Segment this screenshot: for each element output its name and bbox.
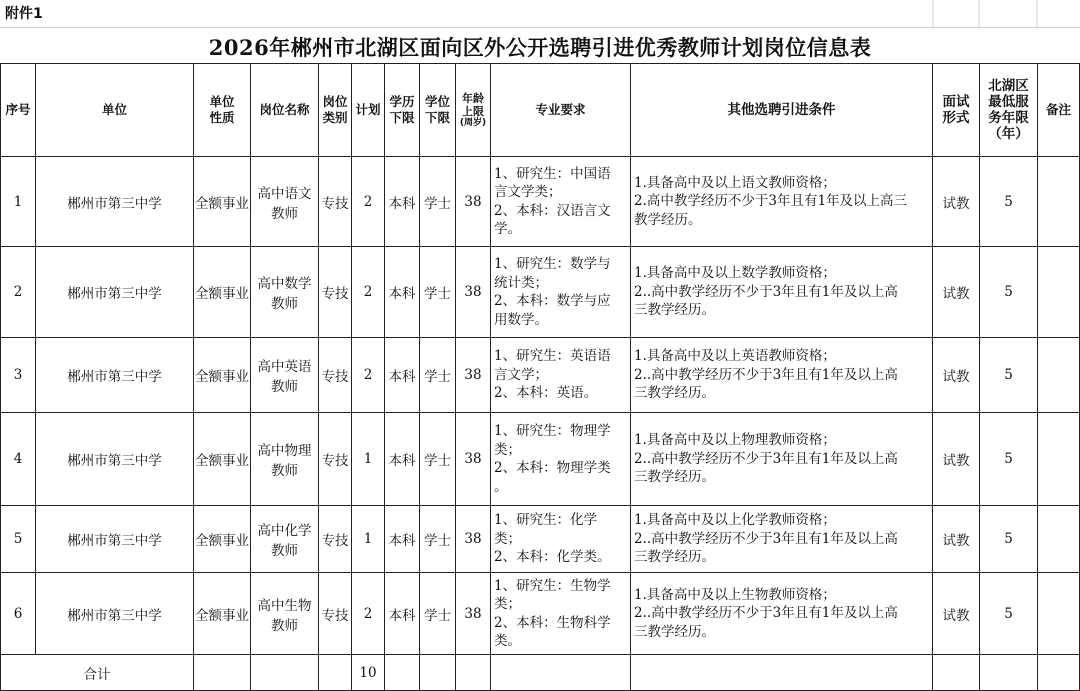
cell-degree: 学士 <box>420 157 456 247</box>
attachment-label: 附件1 <box>5 6 43 22</box>
total-plan: 10 <box>352 655 385 691</box>
total-cell <box>980 655 1038 691</box>
cell-conditions: 1.具备高中及以上英语教师资格； 2..高中教学经历不少于3年且有1年及以上高 三教学经历。 <box>631 338 933 413</box>
cell-remark <box>1038 413 1080 506</box>
cell-seq: 6 <box>1 573 36 655</box>
cell-unit: 郴州市第三中学 <box>36 157 194 247</box>
table-row <box>1 506 1080 573</box>
header-remarks: 备注 <box>1038 64 1080 157</box>
cell-position-name: 高中语文 教师 <box>251 157 319 247</box>
cell-education: 本科 <box>385 338 420 413</box>
header-position-name: 岗位名称 <box>251 64 319 157</box>
cell-degree: 学士 <box>420 573 456 655</box>
cell-major: 1、研究生：化学 类； 2、本科：化学类。 <box>491 506 631 573</box>
header-education-min: 学历 下限 <box>385 64 420 157</box>
cell-service-years: 5 <box>980 506 1038 573</box>
cell-unit-type: 全额事业 <box>194 247 251 338</box>
cell-position-category: 专技 <box>319 338 352 413</box>
cell-conditions: 1.具备高中及以上数学教师资格； 2..高中教学经历不少于3年且有1年及以上高 三教学经历。 <box>631 247 933 338</box>
total-cell <box>1038 655 1080 691</box>
header-row <box>1 64 1080 157</box>
cell-plan: 1 <box>352 506 385 573</box>
cell-unit: 郴州市第三中学 <box>36 247 194 338</box>
cell-plan: 2 <box>352 157 385 247</box>
cell-remark <box>1038 247 1080 338</box>
cell-position-name: 高中生物 教师 <box>251 573 319 655</box>
header-service-years: 北湖区 最低服 务年限 （年） <box>980 64 1038 157</box>
cell-major: 1、研究生：数学与 统计类； 2、本科：数学与应 用数学。 <box>491 247 631 338</box>
cell-conditions: 1.具备高中及以上物理教师资格； 2..高中教学经历不少于3年且有1年及以上高 三教学经历。 <box>631 413 933 506</box>
total-cell <box>251 655 319 691</box>
header-unit-type: 单位 性质 <box>194 64 251 157</box>
header-other-conditions: 其他选聘引进条件 <box>631 64 933 157</box>
cell-service-years: 5 <box>980 157 1038 247</box>
cell-unit: 郴州市第三中学 <box>36 573 194 655</box>
cell-unit: 郴州市第三中学 <box>36 506 194 573</box>
cell-unit-type: 全额事业 <box>194 506 251 573</box>
cell-major: 1、研究生：物理学 类； 2、本科：物理学类 。 <box>491 413 631 506</box>
cell-interview: 试教 <box>933 157 980 247</box>
position-info-table <box>0 63 1080 691</box>
cell-unit: 郴州市第三中学 <box>36 413 194 506</box>
cell-education: 本科 <box>385 247 420 338</box>
cell-position-category: 专技 <box>319 157 352 247</box>
cell-conditions: 1.具备高中及以上化学教师资格； 2..高中教学经历不少于3年且有1年及以上高 三教学经历。 <box>631 506 933 573</box>
header-seq: 序号 <box>1 64 36 157</box>
header-unit: 单位 <box>36 64 194 157</box>
cell-education: 本科 <box>385 573 420 655</box>
total-cell <box>933 655 980 691</box>
cell-unit-type: 全额事业 <box>194 573 251 655</box>
cell-education: 本科 <box>385 506 420 573</box>
band-gridlines <box>0 0 1080 27</box>
cell-seq: 1 <box>1 157 36 247</box>
cell-age: 38 <box>456 157 491 247</box>
cell-conditions: 1.具备高中及以上生物教师资格； 2..高中教学经历不少于3年且有1年及以上高 三教学经历。 <box>631 573 933 655</box>
total-cell <box>456 655 491 691</box>
cell-age: 38 <box>456 506 491 573</box>
cell-position-category: 专技 <box>319 573 352 655</box>
cell-service-years: 5 <box>980 413 1038 506</box>
cell-seq: 3 <box>1 338 36 413</box>
title-row <box>0 27 1080 64</box>
cell-remark <box>1038 338 1080 413</box>
cell-plan: 2 <box>352 247 385 338</box>
table-row <box>1 573 1080 655</box>
cell-position-name: 高中数学 教师 <box>251 247 319 338</box>
total-cell <box>631 655 933 691</box>
header-interview: 面试 形式 <box>933 64 980 157</box>
cell-interview: 试教 <box>933 338 980 413</box>
cell-major: 1、研究生：英语语 言文学； 2、本科：英语。 <box>491 338 631 413</box>
cell-service-years: 5 <box>980 247 1038 338</box>
cell-major: 1、研究生：中国语 言文学类； 2、本科：汉语言文 学。 <box>491 157 631 247</box>
total-cell <box>319 655 352 691</box>
cell-plan: 2 <box>352 338 385 413</box>
header-age-max: 年龄 上限 (周岁) <box>456 64 491 157</box>
attachment-band <box>0 0 1080 27</box>
cell-conditions: 1.具备高中及以上语文教师资格； 2.高中教学经历不少于3年且有1年及以上高三 教学经历。 <box>631 157 933 247</box>
cell-degree: 学士 <box>420 506 456 573</box>
page-title: 2026年郴州市北湖区面向区外公开选聘引进优秀教师计划岗位信息表 <box>208 35 872 60</box>
cell-position-category: 专技 <box>319 506 352 573</box>
table-row <box>1 338 1080 413</box>
total-label: 合计 <box>1 655 194 691</box>
cell-position-name: 高中化学 教师 <box>251 506 319 573</box>
cell-interview: 试教 <box>933 506 980 573</box>
cell-seq: 2 <box>1 247 36 338</box>
cell-interview: 试教 <box>933 573 980 655</box>
cell-age: 38 <box>456 573 491 655</box>
header-position-category: 岗位 类别 <box>319 64 352 157</box>
cell-education: 本科 <box>385 157 420 247</box>
cell-remark <box>1038 157 1080 247</box>
cell-unit: 郴州市第三中学 <box>36 338 194 413</box>
cell-position-category: 专技 <box>319 247 352 338</box>
cell-unit-type: 全额事业 <box>194 413 251 506</box>
cell-degree: 学士 <box>420 413 456 506</box>
cell-interview: 试教 <box>933 247 980 338</box>
cell-service-years: 5 <box>980 338 1038 413</box>
cell-degree: 学士 <box>420 247 456 338</box>
cell-age: 38 <box>456 247 491 338</box>
header-plan: 计划 <box>352 64 385 157</box>
cell-interview: 试教 <box>933 413 980 506</box>
cell-position-name: 高中物理 教师 <box>251 413 319 506</box>
cell-major: 1、研究生：生物学 类； 2、本科：生物科学 类。 <box>491 573 631 655</box>
total-cell <box>385 655 420 691</box>
cell-seq: 4 <box>1 413 36 506</box>
cell-remark <box>1038 506 1080 573</box>
total-cell <box>194 655 251 691</box>
cell-service-years: 5 <box>980 573 1038 655</box>
cell-position-category: 专技 <box>319 413 352 506</box>
cell-age: 38 <box>456 413 491 506</box>
cell-unit-type: 全额事业 <box>194 338 251 413</box>
cell-position-name: 高中英语 教师 <box>251 338 319 413</box>
cell-degree: 学士 <box>420 338 456 413</box>
cell-unit-type: 全额事业 <box>194 157 251 247</box>
total-row <box>1 655 1080 691</box>
table-row <box>1 247 1080 338</box>
table-row <box>1 157 1080 247</box>
header-major-req: 专业要求 <box>491 64 631 157</box>
header-degree-min: 学位 下限 <box>420 64 456 157</box>
total-cell <box>420 655 456 691</box>
cell-education: 本科 <box>385 413 420 506</box>
cell-age: 38 <box>456 338 491 413</box>
total-cell <box>491 655 631 691</box>
cell-seq: 5 <box>1 506 36 573</box>
cell-plan: 2 <box>352 573 385 655</box>
cell-remark <box>1038 573 1080 655</box>
table-row <box>1 413 1080 506</box>
cell-plan: 1 <box>352 413 385 506</box>
